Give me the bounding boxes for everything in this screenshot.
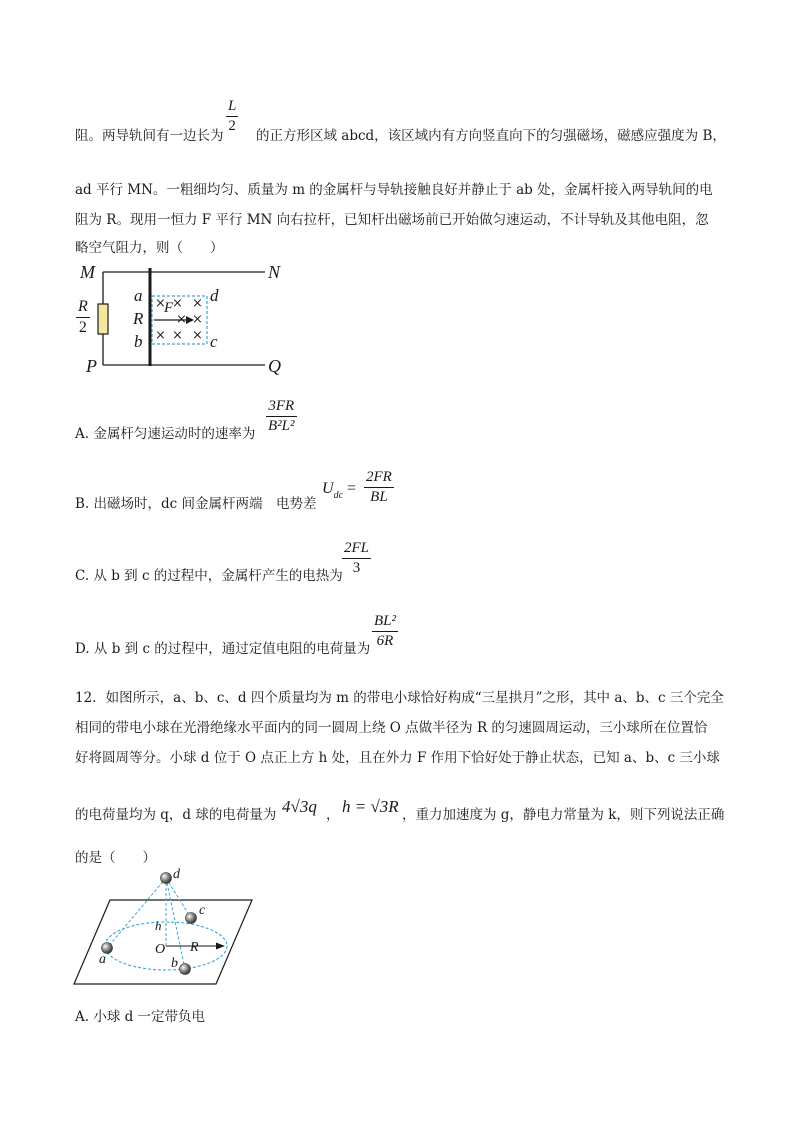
q12-line4-post: ，重力加速度为 g，静电力常量为 k，则下列说法正确 bbox=[402, 807, 725, 823]
q12-label-a: a bbox=[99, 952, 106, 967]
field-cross: × bbox=[192, 312, 203, 327]
q11-option-D-fraction bbox=[372, 613, 398, 650]
q12-three-stars-figure bbox=[70, 868, 270, 988]
field-cross: × bbox=[172, 296, 183, 311]
q12-line4-charge: 4√3q bbox=[282, 797, 317, 816]
q11-option-D: D. 从 b 到 c 的过程中，通过定值电阻的电荷量为 bbox=[75, 641, 371, 657]
q12-label-b: b bbox=[171, 956, 178, 971]
label-b: b bbox=[134, 332, 143, 351]
potential-subscript: dc bbox=[333, 490, 344, 501]
q12-line1: 12．如图所示，a、b、c、d 四个质量均为 m 的带电小球恰好构成“三星拱月”之形，其中 a、b、c 三个完全 bbox=[75, 690, 724, 706]
field-cross: × bbox=[172, 328, 183, 343]
label-N: N bbox=[268, 262, 281, 282]
q12-label-d: d bbox=[173, 867, 180, 882]
ball-c bbox=[186, 913, 197, 924]
q11-option-C: C. 从 b 到 c 的过程中，金属杆产生的电热为 bbox=[75, 568, 343, 584]
q11-line4: 略空气阻力，则（ ） bbox=[75, 240, 224, 256]
fraction-denominator: B²L² bbox=[268, 418, 295, 434]
q11-option-C-fraction bbox=[342, 540, 371, 577]
q12-line2: 相同的带电小球在光滑绝缘水平面内的同一圆周上绕 O 点做半径为 R 的匀速圆周运动，三小球所在位置恰 bbox=[75, 720, 708, 736]
q11-option-B-fraction bbox=[364, 469, 394, 506]
q12-label-c: c bbox=[199, 903, 206, 918]
label-F: F bbox=[164, 300, 174, 316]
field-cross: × bbox=[155, 296, 166, 311]
fraction-denominator: 2 bbox=[228, 118, 236, 134]
q12-line4-h: h = √3R bbox=[342, 797, 399, 816]
q11-option-A: A. 金属杆匀速运动时的速率为 bbox=[75, 426, 256, 442]
q11-line1-pre: 阻。两导轨间有一边长为 bbox=[75, 128, 224, 144]
field-cross: × bbox=[192, 296, 203, 311]
q12-option-A: A. 小球 d 一定带负电 bbox=[75, 1009, 206, 1025]
dashed-da bbox=[107, 878, 166, 948]
field-cross: × bbox=[155, 328, 166, 343]
q11-line1-fraction bbox=[226, 98, 238, 135]
label-d: d bbox=[210, 286, 219, 305]
q11-option-B-lhs: $U_{dc}$ = bbox=[322, 480, 357, 501]
q12-line3: 好将圆周等分。小球 d 位于 O 点正上方 h 处，且在外力 F 作用下恰好处于静止状态，已知 a、b、c 三小球 bbox=[75, 750, 720, 766]
resistor-label bbox=[76, 298, 90, 337]
fraction-denominator: 3 bbox=[352, 560, 361, 576]
fraction-denominator: BL bbox=[370, 489, 388, 505]
q12-line4-pre: 的电荷量均为 q，d 球的电荷量为 bbox=[75, 807, 277, 823]
radius-arrow-head bbox=[216, 943, 225, 950]
q12-line5: 的是（ ） bbox=[75, 850, 156, 866]
q11-line1-post: 的正方形区域 abcd，该区域内有方向竖直向下的匀强磁场，磁感应强度为 B， bbox=[256, 128, 726, 144]
ball-d bbox=[161, 873, 172, 884]
q11-line3: 阻为 R。现用一恒力 F 平行 MN 向右拉杆，已知杆出磁场前已开始做匀速运动，不计导轨及其他电阻，忽 bbox=[75, 212, 709, 228]
label-Q: Q bbox=[268, 356, 281, 376]
field-cross: × bbox=[192, 328, 203, 343]
q12-label-h: h bbox=[155, 918, 162, 933]
q12-label-R: R bbox=[190, 940, 199, 955]
q11-option-A-fraction bbox=[266, 398, 297, 435]
fraction-numerator: 2FL bbox=[344, 540, 370, 556]
label-a: a bbox=[134, 286, 143, 305]
fraction-numerator: 3FR bbox=[268, 398, 295, 414]
resistor-label-den: 2 bbox=[78, 319, 87, 336]
resistor-label-num: R bbox=[78, 298, 88, 315]
resistor bbox=[98, 304, 108, 334]
fraction-denominator: 6R bbox=[376, 633, 394, 649]
label-M: M bbox=[80, 262, 95, 282]
fraction-numerator: L bbox=[228, 98, 237, 114]
field-cross: × bbox=[176, 312, 187, 327]
label-c: c bbox=[210, 332, 218, 351]
ball-b bbox=[180, 964, 191, 975]
label-R-rod: R bbox=[133, 309, 144, 328]
label-P: P bbox=[86, 356, 97, 376]
potential-symbol: U bbox=[322, 480, 334, 497]
q11-line2: ad 平行 MN。一粗细均匀、质量为 m 的金属杆与导轨接触良好并静止于 ab 处，金属杆接入两导轨间的电 bbox=[75, 182, 713, 198]
fraction-numerator: 2FR bbox=[366, 469, 392, 485]
q11-option-B: B. 出磁场时，dc 间金属杆两端 电势差 bbox=[75, 496, 317, 512]
fraction-numerator: BL² bbox=[374, 613, 397, 629]
q12-label-O: O bbox=[155, 942, 166, 957]
